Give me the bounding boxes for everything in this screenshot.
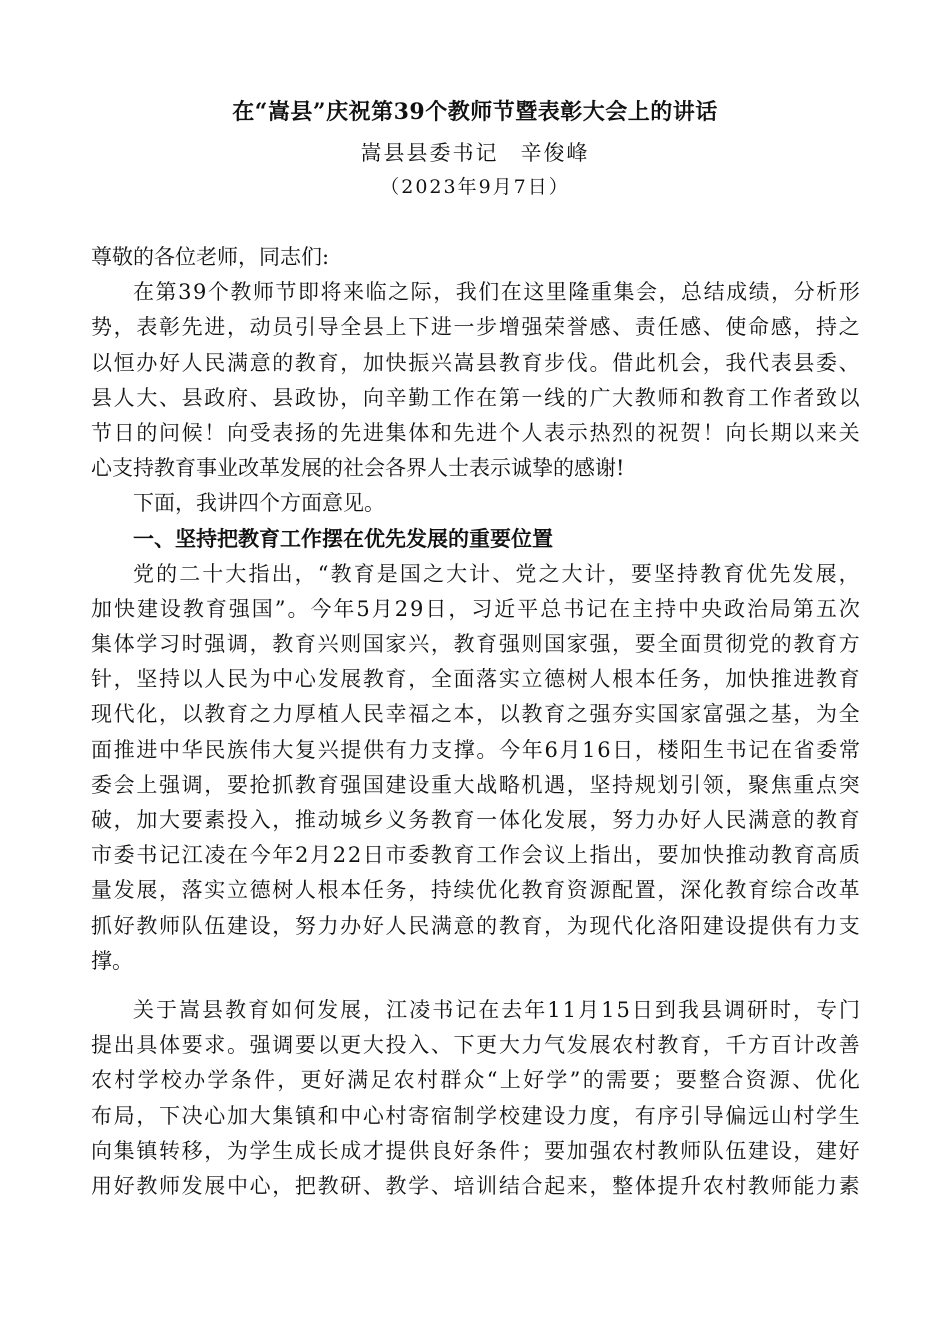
paragraph-line: 党 的 二 十 大 指 出 ， “ 教 育 是 国 之 大 计 、 党 之 大 计 ， 要 坚 持 教 育 优 先 发 展 ， — [133, 561, 860, 586]
paragraph-line: 市 委 书 记 江 凌 在 今 年 2 月 2 2 日 市 委 教 育 工 作 会 议 上 指 出 ， 要 加 快 推 动 教 育 高 质 — [91, 843, 860, 868]
paragraph-line: 集 体 学 习 时 强 调 ， 教 育 兴 则 国 家 兴 ， 教 育 强 则 国 家 强 ， 要 全 面 贯 彻 党 的 教 育 方 — [91, 632, 860, 657]
paragraph-line: 撑。 — [91, 948, 133, 973]
paragraph-3 — [91, 557, 860, 979]
paragraph-line: 农 村 学 校 办 学 条 件 ， 更 好 满 足 农 村 群 众 “ 上 好 学 ” 的 需 要 ； 要 整 合 资 源 、 优 化 — [91, 1068, 860, 1093]
paragraph-line: 布 局 ， 下 决 心 加 大 集 镇 和 中 心 村 寄 宿 制 学 校 建 设 力 度 ， 有 序 引 导 偏 远 山 村 学 生 — [91, 1103, 860, 1128]
paragraph-line: 针 ， 坚 持 以 人 民 为 中 心 发 展 教 育 ， 全 面 落 实 立 德 树 人 根 本 任 务 ， 加 快 推 进 教 育 — [91, 667, 860, 692]
paragraph-line: 心支持教育事业改革发展的社会各界人士表示诚挚的感谢! — [91, 456, 625, 481]
paragraph-line: 面 推 进 中 华 民 族 伟 大 复 兴 提 供 有 力 支 撑 。 今 年 6 月 1 6 日 ， 楼 阳 生 书 记 在 省 委 常 — [91, 737, 860, 762]
paragraph-line: 委 会 上 强 调 ， 要 抢 抓 教 育 强 国 建 设 重 大 战 略 机 遇 ， 坚 持 规 划 引 领 ， 聚 焦 重 点 突 — [91, 772, 860, 797]
paragraph-line: 势 ， 表 彰 先 进 ， 动 员 引 导 全 县 上 下 进 一 步 增 强 荣 誉 感 、 责 任 感 、 使 命 感 ， 持 之 — [91, 315, 860, 340]
document-body — [91, 240, 860, 1204]
paragraph-2: 下面，我讲四个方面意见。 — [133, 491, 385, 516]
paragraph-line: 量 发 展 ， 落 实 立 德 树 人 根 本 任 务 ， 持 续 优 化 教 育 资 源 配 置 ， 深 化 教 育 综 合 改 革 — [91, 878, 860, 903]
paragraph-line: 向 集 镇 转 移 ， 为 学 生 成 长 成 才 提 供 良 好 条 件 ； 要 加 强 农 村 教 师 队 伍 建 设 ， 建 好 — [91, 1138, 860, 1163]
paragraph-line: 在 第 3 9 个 教 师 节 即 将 来 临 之 际 ， 我 们 在 这 里 隆 重 集 会 ， 总 结 成 绩 ， 分 析 形 — [133, 280, 860, 305]
paragraph-line: 破 ， 加 大 要 素 投 入 ， 推 动 城 乡 义 务 教 育 一 体 化 发 展 ， 努 力 办 好 人 民 满 意 的 教 育 — [91, 808, 860, 832]
author-role: 嵩县县委书记 — [360, 141, 499, 165]
paragraph-1 — [91, 275, 860, 486]
greeting: 尊敬的各位老师，同志们: — [91, 245, 330, 269]
speech-date: （2023年9月7日） — [380, 176, 570, 198]
paragraph-line: 抓 好 教 师 队 伍 建 设 ， 努 力 办 好 人 民 满 意 的 教 育 ， 为 现 代 化 洛 阳 建 设 提 供 有 力 支 — [91, 913, 860, 938]
paragraph-line: 加 快 建 设 教 育 强 国 ” 。 今 年 5 月 2 9 日 ， 习 近 平 总 书 记 在 主 持 中 央 政 治 局 第 五 次 — [91, 596, 860, 621]
paragraph-line: 提 出 具 体 要 求 。 强 调 要 以 更 大 投 入 、 下 更 大 力 气 发 展 农 村 教 育 ， 千 方 百 计 改 善 — [91, 1033, 860, 1058]
paragraph-line: 县 人 大 、 县 政 府 、 县 政 协 ， 向 辛 勤 工 作 在 第 一 线 的 广 大 教 师 和 教 育 工 作 者 致 以 — [91, 385, 860, 410]
paragraph-line: 节 日 的 问 候 ！ 向 受 表 扬 的 先 进 集 体 和 先 进 个 人 表 示 热 烈 的 祝 贺 ！ 向 长 期 以 来 关 — [91, 420, 860, 445]
section-heading-1: 一、坚持把教育工作摆在优先发展的重要位置 — [133, 526, 553, 551]
author-line — [0, 138, 950, 168]
paragraph-line: 以 恒 办 好 人 民 满 意 的 教 育 ， 加 快 振 兴 嵩 县 教 育 步 伐 。 借 此 机 会 ， 我 代 表 县 委 、 — [91, 350, 860, 375]
document-title: 在“嵩县”庆祝第39个教师节暨表彰大会上的讲话 — [232, 99, 718, 125]
paragraph-4 — [91, 993, 860, 1204]
paragraph-line: 用 好 教 师 发 展 中 心 ， 把 教 研 、 教 学 、 培 训 结 合 起 来 ， 整 体 提 升 农 村 教 师 能 力 素 — [91, 1173, 860, 1198]
paragraph-line: 现 代 化 ， 以 教 育 之 力 厚 植 人 民 幸 福 之 本 ， 以 教 育 之 强 夯 实 国 家 富 强 之 基 ， 为 全 — [91, 702, 860, 727]
author-name: 辛俊峰 — [520, 141, 590, 165]
paragraph-line: 关 于 嵩 县 教 育 如 何 发 展 ， 江 凌 书 记 在 去 年 1 1 月 1 5 日 到 我 县 调 研 时 ， 专 门 — [133, 997, 860, 1022]
paragraph-gap — [91, 979, 860, 993]
